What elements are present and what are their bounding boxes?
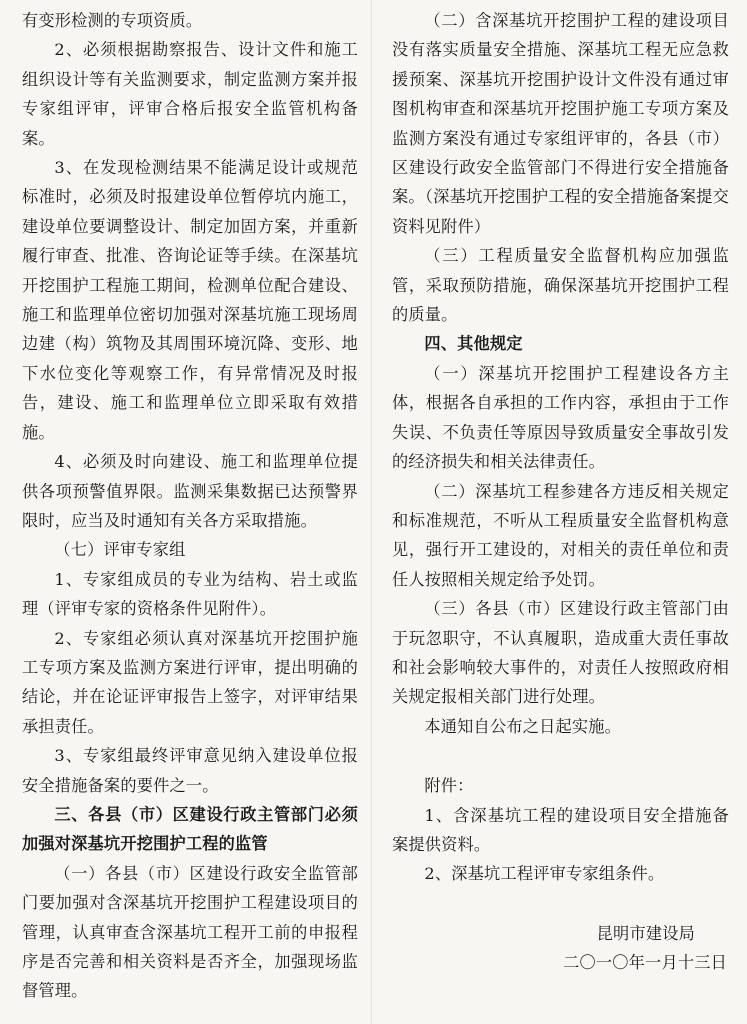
effective-date-note: 本通知自公布之日起实施。 [424,716,622,736]
issuing-organization: 昆明市建设局 [596,923,695,943]
attachments-heading: 附件： [424,776,474,796]
section-heading: 三、各县（市）区建设行政主管部门必须加强对深基坑开挖围护工程的监管 [22,804,358,854]
paragraph: 有变形检测的专项资质。 [22,11,203,30]
issue-date: 二〇一〇年一月十三日 [563,953,727,973]
paragraph: （一）各县（市）区建设行政安全监管部门要加强对含深基坑开挖围护工程建设项目的管理，认真审查含深基坑工程开工前的申报程序是否完善和相关资料是否齐全，加强现场监督管理。 [22,863,358,1001]
section-heading: 四、其他规定 [424,334,523,354]
attachment-item: 1、含深基坑工程的建设项目安全措施备案提供资料。 [392,805,729,854]
spacer [392,741,729,771]
subsection-heading: （七）评审专家组 [54,540,186,560]
paragraph: （二）含深基坑开挖围护工程的建设项目没有落实质量安全措施、深基坑工程无应急救援预案、深基坑开挖围护设计文件没有通过审图机构审查和深基坑开挖围护施工专项方案及监测方案没有通过专家组评审的，各县（市）区建设行政安全监管部门不得进行安全措施备案。（深基坑开挖围护工程的安全措施备案提交资料见附件） [392,11,729,236]
right-column [392,6,729,978]
paragraph: 3、在发现检测结果不能满足设计或规范标准时，必须及时报建设单位暂停坑内施工，建设单位要调整设计、制定加固方案，并重新履行审查、批准、咨询论证等手续。在深基坑开挖围护工程施工期间，检测单位配合建设、施工和监理单位密切加强对深基坑施工现场周边建（构）筑物及其周围环境沉降、变形、地下水位变化等观察工作，有异常情况及时报告，建设、施工和监理单位立即采取有效措施。 [22,158,358,442]
column-divider [371,0,372,1024]
paragraph: （二）深基坑工程参建各方违反相关规定和标准规范，不听从工程质量安全监督机构意见，强行开工建设的，对相关的责任单位和责任人按照相关规定给予处罚。 [392,481,729,589]
paragraph: （三）各县（市）区建设行政主管部门由于玩忽职守，不认真履职，造成重大责任事故和社会影响较大事件的，对责任人按照政府相关规定报相关部门进行处理。 [392,599,729,707]
paragraph: （一）深基坑开挖围护工程建设各方主体，根据各自承担的工作内容，承担由于工作失误、不负责任等原因导致质量安全事故引发的经济损失和相关法律责任。 [392,363,729,472]
attachment-item: 2、深基坑工程评审专家组条件。 [424,864,665,884]
paragraph: 4、必须及时向建设、施工和监理单位提供各项预警值界限。监测采集数据已达预警界限时，应当及时通知有关各方采取措施。 [22,452,358,530]
spacer [392,889,729,919]
paragraph: 2、必须根据勘察报告、设计文件和施工组织设计等有关监测要求，制定监测方案并报专家组评审，评审合格后报安全监管机构备案。 [22,40,358,148]
paragraph: （三）工程质量安全监督机构应加强监管，采取预防措施，确保深基坑开挖围护工程的质量。 [392,246,729,325]
paragraph: 1、专家组成员的专业为结构、岩土或监理（评审专家的资格条件见附件）。 [22,569,358,619]
paragraph: 2、专家组必须认真对深基坑开挖围护施工专项方案及监测方案进行评审，提出明确的结论，并在论证评审报告上签字，对评审结果承担责任。 [22,628,358,736]
paragraph: 3、专家组最终评审意见纳入建设单位报安全措施备案的要件之一。 [22,746,358,795]
left-column [22,6,358,1006]
